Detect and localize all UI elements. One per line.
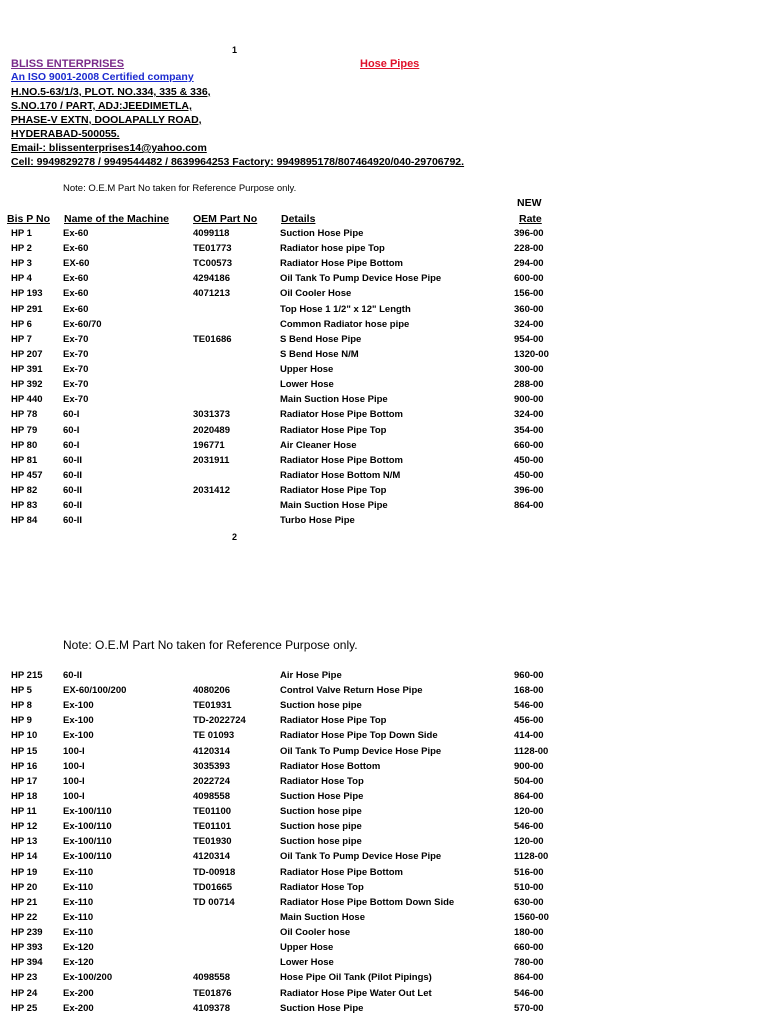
cell-details: Radiator Hose Pipe Top <box>280 424 387 436</box>
table-row <box>0 912 768 927</box>
cell-rate: 1560-00 <box>514 911 549 923</box>
cell-machine: Ex-110 <box>63 866 94 878</box>
cell-rate: 396-00 <box>514 228 544 239</box>
table-row <box>0 897 768 912</box>
cell-machine: Ex-110 <box>63 927 94 939</box>
cell-bis-part-no: HP 24 <box>11 987 38 999</box>
cell-details: Upper Hose <box>280 942 334 954</box>
cell-rate: 324-00 <box>514 318 544 330</box>
email: Email-: blissenterprises14@yahoo.com <box>11 142 207 154</box>
cell-details: Upper Hose <box>280 364 334 376</box>
cell-details: Main Suction Hose <box>280 911 365 923</box>
cell-machine: 100-I <box>63 745 85 757</box>
cell-machine: Ex-100 <box>63 700 94 712</box>
cell-bis-part-no: HP 82 <box>11 485 38 497</box>
cell-bis-part-no: HP 391 <box>11 364 43 376</box>
cell-oem-part-no: 4098558 <box>193 972 230 984</box>
cell-oem-part-no: 4099118 <box>193 228 230 239</box>
cell-oem-part-no: 4120314 <box>193 745 230 757</box>
cell-oem-part-no: TE01101 <box>193 821 232 833</box>
cell-bis-part-no: HP 19 <box>11 866 38 878</box>
header-machine-name: Name of the Machine <box>64 213 170 225</box>
cell-details: Radiator Hose Bottom <box>280 760 381 772</box>
cell-rate: 168-00 <box>514 685 544 697</box>
cell-bis-part-no: HP 239 <box>11 927 43 939</box>
table-row <box>0 485 768 500</box>
cell-bis-part-no: HP 12 <box>11 821 38 833</box>
table-row <box>0 700 768 715</box>
header-oem-part-no: OEM Part No <box>193 213 258 225</box>
table-row <box>0 942 768 957</box>
company-name: BLISS ENTERPRISES <box>11 58 125 70</box>
cell-rate: 450-00 <box>514 469 544 481</box>
cell-machine: 60-II <box>63 500 83 512</box>
cell-rate: 120-00 <box>514 806 544 818</box>
cell-rate: 300-00 <box>514 364 544 376</box>
cell-details: Lower Hose <box>280 957 334 969</box>
cell-details: Air Hose Pipe <box>280 670 342 681</box>
cell-machine: Ex-60 <box>63 228 89 239</box>
cell-details: Oil Cooler Hose <box>280 288 352 300</box>
address-line: HYDERABAD-500055. <box>11 128 120 140</box>
cell-details: Radiator Hose Pipe Bottom <box>280 258 403 270</box>
cell-machine: 60-II <box>63 515 83 527</box>
cell-bis-part-no: HP 22 <box>11 911 38 923</box>
cell-details: Control Valve Return Hose Pipe <box>280 685 423 697</box>
cell-machine: EX-60 <box>63 258 90 270</box>
cell-rate: 414-00 <box>514 730 544 742</box>
table-row <box>0 927 768 942</box>
page-number: 2 <box>232 532 238 542</box>
cell-oem-part-no: 2031412 <box>193 485 230 497</box>
cell-rate: 228-00 <box>514 243 544 255</box>
table-row <box>0 882 768 897</box>
cell-bis-part-no: HP 21 <box>11 896 38 908</box>
cell-details: Radiator Hose Pipe Bottom <box>280 866 403 878</box>
cell-oem-part-no: TD-2022724 <box>193 715 246 727</box>
cell-machine: 60-I <box>63 424 80 436</box>
table-row <box>0 715 768 730</box>
cell-oem-part-no: 2020489 <box>193 424 230 436</box>
table-row <box>0 515 768 530</box>
cell-bis-part-no: HP 84 <box>11 515 38 527</box>
cell-bis-part-no: HP 394 <box>11 957 43 969</box>
cell-details: Radiator Hose Pipe Top <box>280 485 387 497</box>
cell-details: Radiator Hose Top <box>280 775 364 787</box>
cell-details: Suction hose pipe <box>280 836 362 848</box>
cell-bis-part-no: HP 1 <box>11 228 32 239</box>
cell-bis-part-no: HP 457 <box>11 469 43 481</box>
cell-oem-part-no: 4120314 <box>193 851 230 863</box>
cell-rate: 780-00 <box>514 957 544 969</box>
table-row <box>0 746 768 761</box>
cell-machine: 60-I <box>63 439 80 451</box>
address-line: S.NO.170 / PART, ADJ:JEEDIMETLA, <box>11 100 192 112</box>
cell-details: Oil Tank To Pump Device Hose Pipe <box>280 745 442 757</box>
cell-rate: 450-00 <box>514 454 544 466</box>
cell-machine: 60-II <box>63 454 83 466</box>
cell-machine: Ex-120 <box>63 957 94 969</box>
table-row <box>0 791 768 806</box>
cell-machine: Ex-60/70 <box>63 318 102 330</box>
cell-oem-part-no: TD-00918 <box>193 866 236 878</box>
cell-bis-part-no: HP 81 <box>11 454 38 466</box>
cell-details: Main Suction Hose Pipe <box>280 394 388 406</box>
reference-note: Note: O.E.M Part No taken for Reference Purpose only. <box>63 183 297 194</box>
cell-oem-part-no: TD01665 <box>193 881 233 893</box>
cell-bis-part-no: HP 9 <box>11 715 32 727</box>
cell-details: S Bend Hose N/M <box>280 348 359 360</box>
cell-oem-part-no: TE01931 <box>193 700 232 712</box>
cell-oem-part-no: TD 00714 <box>193 896 235 908</box>
cell-bis-part-no: HP 23 <box>11 972 38 984</box>
cell-machine: Ex-100/110 <box>63 836 112 848</box>
table-row <box>0 470 768 485</box>
cell-machine: Ex-110 <box>63 881 94 893</box>
header-rate: Rate <box>519 213 542 225</box>
table-row <box>0 867 768 882</box>
cell-machine: Ex-110 <box>63 896 94 908</box>
header-details: Details <box>281 213 316 225</box>
table-row <box>0 851 768 866</box>
cell-machine: 60-I <box>63 409 80 421</box>
cell-oem-part-no: 4098558 <box>193 790 230 802</box>
cell-rate: 504-00 <box>514 775 544 787</box>
cell-details: Oil Tank To Pump Device Hose Pipe <box>280 273 442 285</box>
table-row <box>0 988 768 1003</box>
cell-bis-part-no: HP 6 <box>11 318 32 330</box>
cell-rate: 900-00 <box>514 760 544 772</box>
cell-rate: 516-00 <box>514 866 544 878</box>
cell-machine: Ex-100/110 <box>63 806 112 818</box>
cell-rate: 354-00 <box>514 424 544 436</box>
cell-oem-part-no: 2022724 <box>193 775 230 787</box>
cell-oem-part-no: TE01686 <box>193 333 232 345</box>
reference-note: Note: O.E.M Part No taken for Reference Purpose only. <box>63 638 358 652</box>
cell-bis-part-no: HP 291 <box>11 303 43 315</box>
cell-machine: Ex-200 <box>63 1002 94 1014</box>
cell-oem-part-no: 2031911 <box>193 454 230 466</box>
cell-machine: 60-II <box>63 670 83 681</box>
cell-details: Air Cleaner Hose <box>280 439 357 451</box>
cell-machine: Ex-100/110 <box>63 851 112 863</box>
table-row <box>0 500 768 515</box>
cell-bis-part-no: HP 11 <box>11 806 37 818</box>
cell-details: Oil Cooler hose <box>280 927 351 939</box>
cell-bis-part-no: HP 393 <box>11 942 43 954</box>
cell-rate: 864-00 <box>514 500 544 512</box>
table-row <box>0 288 768 303</box>
cell-bis-part-no: HP 16 <box>11 760 38 772</box>
phone-numbers: Cell: 9949829278 / 9949544482 / 8639964253 Factory: 9949895178/807464920/040-29706792. <box>11 156 465 168</box>
cell-rate: 546-00 <box>514 821 544 833</box>
table-row <box>0 1003 768 1018</box>
cell-details: Common Radiator hose pipe <box>280 318 410 330</box>
cell-oem-part-no: TE01876 <box>193 987 232 999</box>
cell-details: Radiator hose pipe Top <box>280 243 385 255</box>
table-row <box>0 409 768 424</box>
cell-machine: Ex-120 <box>63 942 94 954</box>
cell-bis-part-no: HP 13 <box>11 836 38 848</box>
cell-rate: 900-00 <box>514 394 544 406</box>
cell-details: Radiator Hose Pipe Top <box>280 715 387 727</box>
cell-machine: Ex-70 <box>63 333 89 345</box>
cell-rate: 396-00 <box>514 485 544 497</box>
cell-bis-part-no: HP 20 <box>11 881 38 893</box>
cell-details: Suction Hose Pipe <box>280 228 364 239</box>
cell-rate: 180-00 <box>514 927 544 939</box>
cell-rate: 156-00 <box>514 288 544 300</box>
cell-machine: Ex-60 <box>63 288 89 300</box>
cell-rate: 1128-00 <box>514 745 549 757</box>
table-row <box>0 957 768 972</box>
cell-oem-part-no: TE01773 <box>193 243 232 255</box>
table-row <box>0 761 768 776</box>
cell-oem-part-no: 4109378 <box>193 1002 230 1014</box>
cell-bis-part-no: HP 440 <box>11 394 43 406</box>
cell-rate: 1320-00 <box>514 348 549 360</box>
cell-machine: 100-I <box>63 790 85 802</box>
page-number: 1 <box>232 45 238 55</box>
cell-bis-part-no: HP 215 <box>11 670 43 681</box>
table-row <box>0 440 768 455</box>
document-title: Hose Pipes <box>360 58 420 70</box>
cell-machine: Ex-70 <box>63 379 89 391</box>
cell-details: Turbo Hose Pipe <box>280 515 355 527</box>
iso-cert: An ISO 9001-2008 Certified company <box>11 71 194 83</box>
cell-machine: Ex-70 <box>63 394 89 406</box>
cell-rate: 288-00 <box>514 379 544 391</box>
address-line: PHASE-V EXTN, DOOLAPALLY ROAD, <box>11 114 202 126</box>
table-row <box>0 258 768 273</box>
cell-details: Top Hose 1 1/2" x 12" Length <box>280 303 411 315</box>
cell-bis-part-no: HP 392 <box>11 379 43 391</box>
cell-rate: 864-00 <box>514 972 544 984</box>
table-row <box>0 319 768 334</box>
cell-oem-part-no: 4071213 <box>193 288 230 300</box>
cell-bis-part-no: HP 18 <box>11 790 38 802</box>
cell-bis-part-no: HP 79 <box>11 424 38 436</box>
cell-oem-part-no: TE01100 <box>193 806 232 818</box>
cell-machine: 60-II <box>63 469 83 481</box>
cell-rate: 660-00 <box>514 942 544 954</box>
address-line: H.NO.5-63/1/3, PLOT. NO.334, 335 & 336, <box>11 86 211 98</box>
cell-details: Radiator Hose Pipe Top Down Side <box>280 730 438 742</box>
cell-details: Suction hose pipe <box>280 806 362 818</box>
cell-oem-part-no: 196771 <box>193 439 225 451</box>
cell-details: Main Suction Hose Pipe <box>280 500 388 512</box>
table-row <box>0 243 768 258</box>
cell-bis-part-no: HP 3 <box>11 258 32 270</box>
cell-rate: 324-00 <box>514 409 544 421</box>
cell-machine: EX-60/100/200 <box>63 685 127 697</box>
cell-oem-part-no: 4294186 <box>193 273 230 285</box>
table-row <box>0 349 768 364</box>
table-row <box>0 730 768 745</box>
cell-machine: Ex-60 <box>63 303 89 315</box>
cell-oem-part-no: 3035393 <box>193 760 230 772</box>
table-row <box>0 364 768 379</box>
cell-details: Radiator Hose Pipe Bottom <box>280 454 403 466</box>
cell-details: Oil Tank To Pump Device Hose Pipe <box>280 851 442 863</box>
cell-details: Suction Hose Pipe <box>280 1002 364 1014</box>
cell-rate: 630-00 <box>514 896 544 908</box>
cell-machine: Ex-100 <box>63 715 94 727</box>
cell-details: S Bend Hose Pipe <box>280 333 362 345</box>
cell-bis-part-no: HP 17 <box>11 775 38 787</box>
cell-machine: Ex-60 <box>63 243 89 255</box>
header-new: NEW <box>517 197 542 209</box>
cell-machine: Ex-70 <box>63 348 89 360</box>
cell-rate: 294-00 <box>514 258 544 270</box>
table-row <box>0 228 768 243</box>
cell-rate: 1128-00 <box>514 851 549 863</box>
table-row <box>0 821 768 836</box>
cell-bis-part-no: HP 14 <box>11 851 38 863</box>
cell-machine: Ex-200 <box>63 987 94 999</box>
cell-rate: 600-00 <box>514 273 544 285</box>
cell-details: Radiator Hose Pipe Bottom <box>280 409 403 421</box>
cell-bis-part-no: HP 5 <box>11 685 32 697</box>
header-bis-part-no: Bis P No <box>7 213 50 225</box>
table-row <box>0 394 768 409</box>
cell-bis-part-no: HP 207 <box>11 348 43 360</box>
cell-details: Radiator Hose Pipe Bottom Down Side <box>280 896 455 908</box>
cell-rate: 360-00 <box>514 303 544 315</box>
table-row <box>0 455 768 470</box>
cell-rate: 660-00 <box>514 439 544 451</box>
table-row <box>0 304 768 319</box>
cell-rate: 960-00 <box>514 670 544 681</box>
cell-details: Radiator Hose Pipe Water Out Let <box>280 987 432 999</box>
cell-details: Radiator Hose Top <box>280 881 364 893</box>
cell-details: Suction Hose Pipe <box>280 790 364 802</box>
cell-details: Suction hose pipe <box>280 700 362 712</box>
cell-machine: Ex-110 <box>63 911 94 923</box>
cell-machine: Ex-100/110 <box>63 821 112 833</box>
cell-details: Suction hose pipe <box>280 821 362 833</box>
table-row <box>0 836 768 851</box>
cell-machine: Ex-70 <box>63 364 89 376</box>
cell-bis-part-no: HP 80 <box>11 439 38 451</box>
cell-bis-part-no: HP 4 <box>11 273 32 285</box>
cell-oem-part-no: TE 01093 <box>193 730 235 742</box>
cell-rate: 546-00 <box>514 700 544 712</box>
cell-rate: 864-00 <box>514 790 544 802</box>
table-row <box>0 685 768 700</box>
cell-machine: Ex-60 <box>63 273 89 285</box>
cell-bis-part-no: HP 7 <box>11 333 32 345</box>
cell-rate: 954-00 <box>514 333 544 345</box>
cell-machine: 100-I <box>63 760 85 772</box>
cell-machine: 60-II <box>63 485 83 497</box>
table-row <box>0 273 768 288</box>
cell-bis-part-no: HP 25 <box>11 1002 38 1014</box>
cell-oem-part-no: TC00573 <box>193 258 233 270</box>
cell-bis-part-no: HP 83 <box>11 500 38 512</box>
cell-details: Lower Hose <box>280 379 334 391</box>
cell-machine: 100-I <box>63 775 85 787</box>
cell-oem-part-no: 3031373 <box>193 409 230 421</box>
cell-bis-part-no: HP 8 <box>11 700 32 712</box>
table-row <box>0 670 768 685</box>
cell-machine: Ex-100/200 <box>63 972 113 984</box>
cell-rate: 546-00 <box>514 987 544 999</box>
cell-oem-part-no: 4080206 <box>193 685 230 697</box>
table-row <box>0 425 768 440</box>
table-row <box>0 972 768 987</box>
cell-rate: 570-00 <box>514 1002 544 1014</box>
cell-details: Hose Pipe Oil Tank (Pilot Pipings) <box>280 972 432 984</box>
cell-rate: 510-00 <box>514 881 544 893</box>
cell-bis-part-no: HP 2 <box>11 243 32 255</box>
table-row <box>0 379 768 394</box>
cell-rate: 120-00 <box>514 836 544 848</box>
table-row <box>0 806 768 821</box>
cell-bis-part-no: HP 15 <box>11 745 38 757</box>
cell-bis-part-no: HP 10 <box>11 730 38 742</box>
cell-oem-part-no: TE01930 <box>193 836 232 848</box>
cell-rate: 456-00 <box>514 715 544 727</box>
cell-details: Radiator Hose Bottom N/M <box>280 469 401 481</box>
cell-bis-part-no: HP 193 <box>11 288 43 300</box>
cell-machine: Ex-100 <box>63 730 94 742</box>
table-row <box>0 334 768 349</box>
cell-bis-part-no: HP 78 <box>11 409 38 421</box>
table-row <box>0 776 768 791</box>
